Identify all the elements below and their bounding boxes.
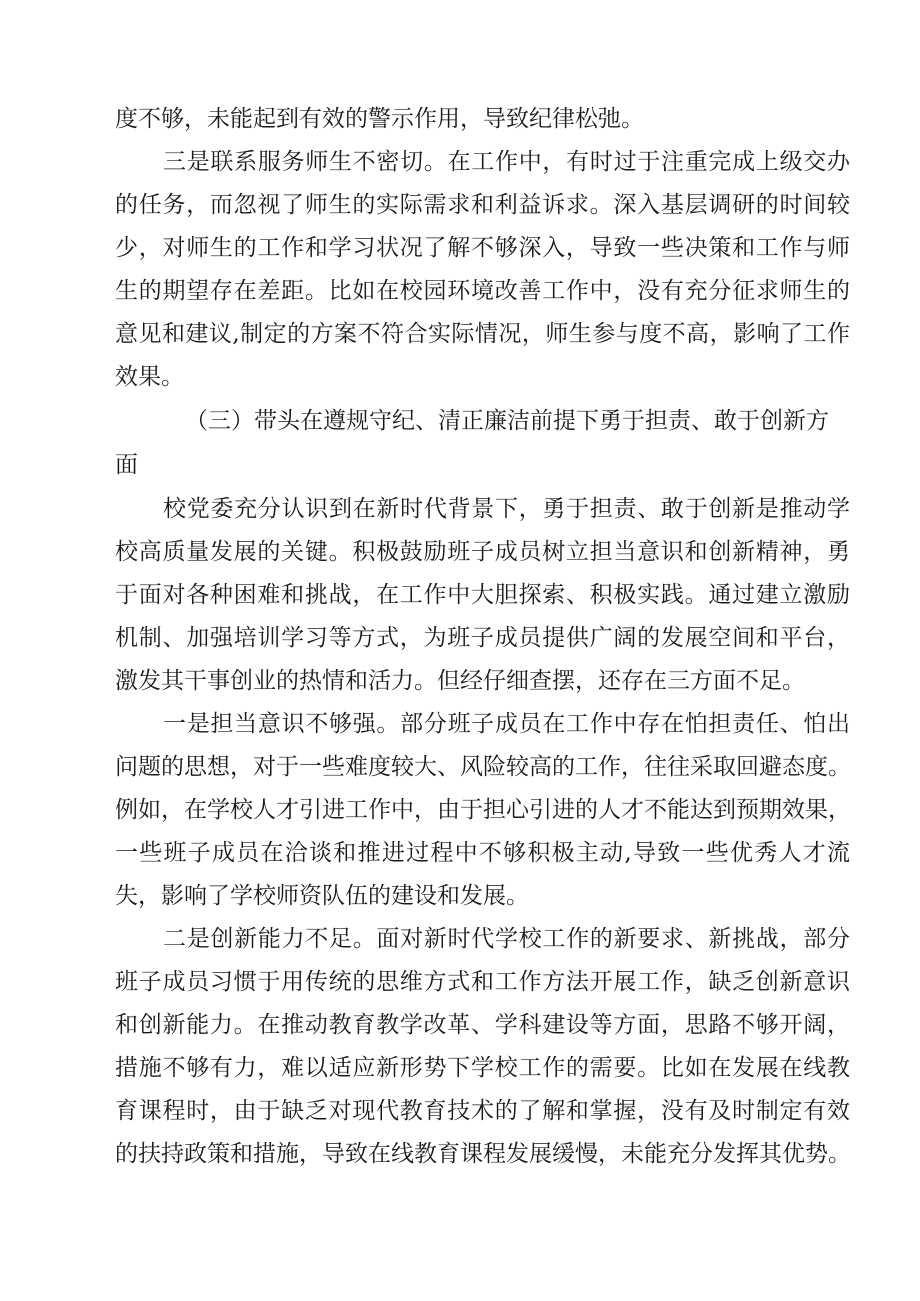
text-line: 于面对各种困难和挑战，在工作中大胆探索、积极实践。通过建立激励	[115, 582, 850, 608]
text-line: 失，影响了学校师资队伍的建设和发展。	[115, 883, 529, 909]
text-line: 校高质量发展的关键。积极鼓励班子成员树立担当意识和创新精神，勇	[115, 539, 850, 565]
paragraph-first-line: 一是担当意识不够强。部分班子成员在工作中存在怕担责任、怕出	[163, 711, 850, 737]
text-line: 的任务，而忽视了师生的实际需求和利益诉求。深入基层调研的时间较	[115, 192, 850, 218]
section-heading-continuation: 面	[115, 452, 138, 478]
paragraph-first-line: 三是联系服务师生不密切。在工作中，有时过于注重完成上级交办	[163, 149, 850, 175]
paragraph-first-line: 校党委充分认识到在新时代背景下，勇于担责、敢于创新是推动学	[163, 496, 850, 522]
section-heading: （三）带头在遵规守纪、清正廉洁前提下勇于担责、敢于创新方	[185, 408, 829, 434]
text-line: 问题的思想，对于一些难度较大、风险较高的工作，往往采取回避态度。	[115, 754, 851, 780]
text-line: 班子成员习惯于用传统的思维方式和工作方法开展工作，缺乏创新意识	[115, 969, 850, 995]
text-line: 一些班子成员在洽谈和推进过程中不够积极主动,导致一些优秀人才流	[115, 840, 850, 866]
text-line: 意见和建议,制定的方案不符合实际情况，师生参与度不高，影响了工作	[115, 321, 850, 347]
text-line: 效果。	[115, 364, 184, 390]
text-line: 激发其干事创业的热情和活力。但经仔细查摆，还存在三方面不足。	[115, 668, 805, 694]
paragraph-first-line: 二是创新能力不足。面对新时代学校工作的新要求、新挑战，部分	[163, 926, 850, 952]
text-line: 措施不够有力，难以适应新形势下学校工作的需要。比如在发展在线教	[115, 1055, 850, 1081]
text-line: 育课程时，由于缺乏对现代教育技术的了解和掌握，没有及时制定有效	[115, 1098, 850, 1124]
text-line: 的扶持政策和措施，导致在线教育课程发展缓慢，未能充分发挥其优势。	[115, 1141, 851, 1167]
text-line: 例如，在学校人才引进工作中，由于担心引进的人才不能达到预期效果，	[115, 797, 851, 823]
text-line: 少，对师生的工作和学习状况了解不够深入，导致一些决策和工作与师	[115, 235, 850, 261]
text-line: 机制、加强培训学习等方式，为班子成员提供广阔的发展空间和平台，	[115, 625, 850, 651]
text-line: 和创新能力。在推动教育教学改革、学科建设等方面，思路不够开阔，	[115, 1012, 850, 1038]
text-line: 度不够，未能起到有效的警示作用，导致纪律松弛。	[115, 106, 644, 132]
text-line: 生的期望存在差距。比如在校园环境改善工作中，没有充分征求师生的	[115, 278, 850, 304]
